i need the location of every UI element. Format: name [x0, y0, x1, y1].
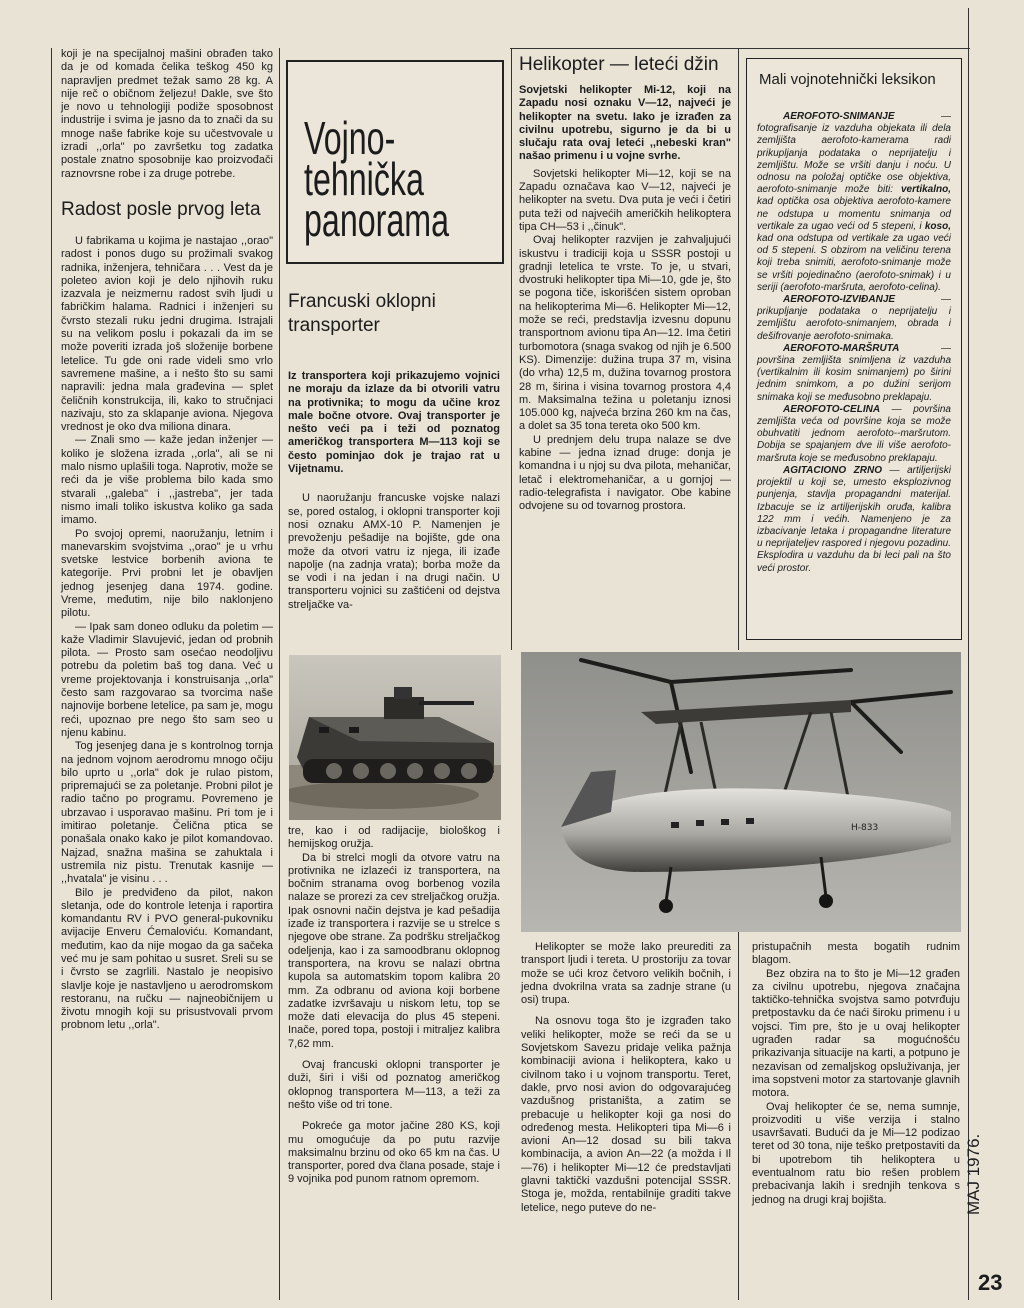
lexicon-entry: AEROFOTO-IZVIĐANJE — prikupljanje podataka o neprijatelju i zemljištu aerofoto-snimanjem, obrada i dešifrovanje aerofoto-snimaka.	[757, 294, 951, 342]
issue-date: MAJ 1976.	[964, 1133, 983, 1215]
paragraph: Helikopter se može lako preurediti za transport ljudi i tereta. U prostoriju za tovar može se ući kroz četvoro velikih bočnih, i jedna dvokrilna vrata sa zadnje strane (u osi) trupa.	[521, 941, 731, 1007]
lexicon-entry: AEROFOTO-CELINA — površina zemljišta veća od površine koja se može obuhvatiti jednom aerofoto--maršrutom. Dobija se spajanjem dve ili više aerofoto-maršruta koje se međusobno preklapaju.	[757, 403, 951, 464]
column-rule	[738, 930, 739, 1300]
section-heading-radost: Radost posle prvog leta	[61, 198, 261, 220]
column-rule	[279, 48, 280, 1300]
paragraph: Ovaj helikopter razvijen je zahvaljujući iskustvu i tradiciji koja u SSSR postoji u gradnji letelica te vrste. To je, u stvari, dvostruki helikopter tipa Mi—10, gde je, što se pogona tiče, iskorišćen sistem oproban na helikopterima Mi—6. Helikopter Mi—12, može se reći, predstavlja izvesnu dopunu transportnom avionu tipa An—12. Ima četiri turbomotora (snaga svakog od njih je 6.500 KS). Dimenzije: dužina trupa 37 m, visina (do vrha) 12,5 m, dužina tovarnog prostora 28 m, širina i visina tovarnog prostora 4,4 m. Maksimalna težina u poletanju iznosi 105.000 kg, najveća brzina 260 km na čas, a dolet sa 35 tona tereta oko 500 km.	[519, 234, 731, 433]
photo-helicopter	[521, 652, 961, 932]
paragraph: Da bi strelci mogli da otvore vatru na protivnika ne izlazeći iz transportera, na bočnim stranama ovog borbenog vozila nalaze se prorezi za cev streljačkog oružja. Ipak osnovni način dejstva je kad pešadija izađe iz transportera i razvije se u strelce s njegove obe strane. Za podršku streljačkog odeljenja, kao i za samoodbranu oklopnog transportera, na krovu se nalazi obrtna kupola sa automatskim topom kalibra 20 mm. Za odbranu od aviona koji borbene zadatke izvršavaju u niskom letu, top se može dati elevacija do plus 45 stepeni. Inače, pored topa, postoji i mitraljez kalibra 7,62 mm.	[288, 851, 500, 1050]
paragraph: pristupačnih mesta bogatih rudnim blagom.	[752, 941, 960, 967]
lexicon-entries	[757, 111, 951, 575]
column-2	[288, 290, 500, 612]
column-4	[521, 941, 731, 1215]
article-lead: Sovjetski helikopter Mi-12, koji na Zapadu nosi oznaku V—12, najveći je helikopter na svetu. Iako je izrađen za civilnu upotrebu, sigurno je da bi u slučaju rata ovaj leteći ,,nebeski kran" našao primenu i u vojne svrhe.	[519, 84, 731, 163]
paragraph: U prednjem delu trupa nalaze se dve kabine — jedna iznad druge: donja je komandna i u njoj su dva pilota, mehaničar, letač i elektromehaničar, a u gornjoj — radio-telegrafista i navigator. Obe kabine odvojene su od tovarnog prostora.	[519, 433, 731, 513]
column-1	[61, 48, 273, 1033]
paragraph: Ovaj francuski oklopni transporter je duži, širi i viši od poznatog američkog oklopnog transportera M—113, a teži za nešto više od tri tone.	[288, 1059, 500, 1111]
photo-armored-transporter	[289, 655, 501, 820]
armored-transporter-image	[289, 655, 501, 820]
paragraph: U fabrikama u kojima je nastajao ,,orao" radost i ponos dugo su prožimali svakog radnika, inženjera, tehničara . . . Vest da je poleteo avion koji je delo njihovih ruku izazvala je neizmernu radost svih ljudi u fabričkim halama. Radnici i inženjeri su čvrsto stezali ruku jedni drugima. Istrajali su na velikom poslu i pokazali da im se može poveriti izrada još složenije borbene letelice. Tu gde oni rade videli smo vrlo savremene mašine, a i nešto što su sami napravili: jedna mala građevina — splet čeličnih konstrukcija, ili, kako to stručnjaci nazivaju, sto za sklapanje aviona. Njegova vrednost je oko dva miliona dinara.	[61, 234, 273, 434]
article-lead: Iz transportera koji prikazujemo vojnici ne moraju da izlaze da bi otvorili vatru na protivnika; to mogu da učine kroz male bočne otvore. Ovaj transporter je nešto veći pa i teži od poznatog američkog transportera M—113 koji se često pominjao dok je trajao rat u Vijetnamu.	[288, 370, 500, 476]
paragraph: U naoružanju francuske vojske nalazi se, pored ostalog, i oklopni transporter koji nosi oznaku AMX-10 P. Namenjen je prevoženju pešadije na bojište, gde ona može da otvori vatru iz njega, ili izađe napolje (na zadnja vrata); borba može da se vodi i na jedan i na drugi način. U transporteru vojnici su zaštićeni od dejstva streljačke va-	[288, 492, 500, 611]
column-rule	[738, 48, 739, 650]
paragraph: Sovjetski helikopter Mi—12, koji se na Zapadu označava kao V—12, najveći je helikopter na svetu. Dva puta je veći i četiri puta teži od najvećih američkih helikoptera tipa CH—53 i ,,činuk".	[519, 167, 731, 233]
paragraph: tre, kao i od radijacije, biološkog i hemijskog oružja.	[288, 825, 500, 851]
column-rule	[511, 48, 512, 650]
paragraph: Pokreće ga motor jačine 280 KS, koji mu omogućuje da po putu razvije maksimalnu brzinu od oko 65 km na čas. U transporter, pored dva člana posade, staje i 9 vojnika pod punom ratnom opremom.	[288, 1120, 500, 1186]
paragraph: Ovaj helikopter će se, nema sumnje, proizvoditi u više verzija i stalno usavršavati. Budući da je Mi—12 podizao teret od 30 tona, nije teško pretpostaviti da bi upotrebom tih helikoptera u eventualnom ratu bio rešen problem prebacivanja lakih i srednjih tenkova s jednog na drugi kraj bojišta.	[752, 1100, 960, 1206]
paragraph: Po svojoj opremi, naoružanju, letnim i manevarskim svojstvima ,,orao" je u vrhu svetske lestvice borbenih aviona te kategorije. Prvi probni let je obavljen jednog jesenjeg dana 1974. godine. Vreme, međutim, nije bilo naklonjeno pilotu.	[61, 527, 273, 620]
lexicon-entry: AEROFOTO-MARŠRUTA — površina zemljišta snimljena iz vazduha (vertikalnim ili kosim snimanjem) po širini jednim snimkom, a po dužini serijom snimaka koji se međusobno preklapaju.	[757, 342, 951, 403]
column-5	[752, 941, 960, 1207]
column-2-cont	[288, 825, 500, 1187]
page-number: 23	[978, 1270, 1003, 1295]
lexicon-entry: AGITACIONO ZRNO — artiljerijski projektil u koji se, umesto eksplozivnog punjenja, stavlja propagandni materijal. Izbacuje se iz artiljerijskih oruđa, kalibra 122 mm i većih. Namenjeno je za izbacivanje letaka i propagandne literature u neprijateljev raspored i njegovu pozadinu. Eksplodira u vazduhu da bi leci pali na što veći prostor.	[757, 464, 951, 574]
paragraph: — Znali smo — kaže jedan inženjer — koliko je složena izrada ,,orla", ali se ni malo nismo uplašili toga. Naprotiv, može se reći da je više problema bilo kada smo stvarali ,,galeba" i ,,jastreba", jer tada nismo imali toliko iskustva koliko ga sada imamo.	[61, 434, 273, 527]
paragraph: Bilo je predviđeno da pilot, nakon sletanja, ode do kontrole letenja i raportira komandantu RV i PVO general-pukovniku avijacije Enveru Ćemaloviću. Komandant, međutim, kao da nije mogao da ga sačeka već mu je sam pohitao u susret. Sreli su se i čvrsto se zagrlili. Nastalo je neopisivo slavlje koje je nastavljeno u aerodromskom restoranu, na ručku — najneobičnijem u životu mnogih koji su prisustvovali prvom probnom letu ,,orla".	[61, 886, 273, 1032]
article-orao-intro: koji je na specijalnoj mašini obrađen tako da je od komada čelika teškog 450 kg napravljen predmet težak samo 28 kg. A nije reč o običnom željezu! Dakle, sve što je novo u tehnologiji podiže sposobnost industrije i svima je jasno da to znači da su mnoge naše fabrike koje su učestvovale u izradi ,,orla" po završetku tog zadatka postale znatno sposobnije kao proizvođači raznovrsne robe i za druge potrebe.	[61, 48, 273, 180]
helicopter-registration: H-833	[851, 823, 879, 833]
paragraph: Tog jesenjeg dana je s kontrolnog tornja na jednom vojnom aerodromu mnogo očiju bilo uprto u ,,orla" dok je rulao pistom, pripremajući se za poletanje. Probni pilot je radio tačno po programu. Povremeno je ubrzavao i usporavao mašinu. Pri tom je i imitirao poletanje. Čelična ptica se ponašala onako kako je pilot komandovao. Najzad, snažna mašina se zahuktala i ustremila niz pistu. Trenutak kasnije — ,,hvatala" je visinu . . .	[61, 740, 273, 886]
section-title-box	[286, 60, 504, 264]
lexicon-heading: Mali vojnotehnički leksikon	[759, 71, 936, 88]
section-title: Vojno- tehnička panorama	[304, 112, 449, 246]
article-heading-helikopter: Helikopter — leteći džin	[519, 54, 719, 75]
header-rule	[510, 48, 970, 49]
helicopter-image	[521, 652, 961, 932]
column-rule	[968, 8, 969, 1300]
paragraph: Bez obzira na to što je Mi—12 građen za civilnu upotrebu, njegova značajna taktičko-tehnička svojstva samo potvrđuju pretpostavku da će naći široku primenu i u vojsci. Tim pre, što je u ovaj helikopter ugrađen radar sa mogućnošću prikazivanja situacije na karti, a potpuno je nezavisan od zemaljskog opsluživanja, jer ima sopstveni motor za startovanje glavnih motora.	[752, 967, 960, 1100]
column-rule	[51, 48, 52, 1300]
paragraph: Na osnovu toga što je izgrađen tako veliki helikopter, može se reći da se u Sovjetskom Savezu pridaje velika pažnja kombinaciji aviona i helikoptera, kako u civilnom tako i u vojnom transportu. Teret, dakle, prvo nosi avion do odgovarajućeg vazdušnog pristaništa, a zatim se prebacuje u helikopter koji ga nosi do određenog mesta. Helikopteri tipa Mi—6 i avioni An—12 dosad su bili takva kombinacija, a avion An—22 (a možda i Il—76) i helikopter Mi—12 će predstavljati glavni taktički vazdušni potencijal SSSR. Stoga je, možda, rentabilnije graditi takve letelice, nego puteve do ne-	[521, 1015, 731, 1214]
lexicon-box	[746, 58, 962, 640]
article-heading-francuski: Francuski oklopni transporter	[288, 291, 436, 336]
column-3	[519, 54, 731, 514]
paragraph: — Ipak sam doneo odluku da poletim — kaže Vladimir Slavujević, jedan od probnih pilota. — Prosto sam osećao neodoljivu potrebu da poletim baš tog dana. Već u vreme projektovanja i konstruisanja ,,orla" često sam razgovarao sa tvorcima naše najnovije borbene letelice, pa sam je, mogu reći, upoznao pre nego što sam seo u njenu kabinu.	[61, 620, 273, 739]
lexicon-entry: AEROFOTO-SNIMANJE — fotografisanje iz vazduha objekata ili dela zemljišta aerofoto-kamerama radi prikupljanja podataka o neprijatelju i zemljištu. Može se vršiti danju i noću. U odnosu na položaj optičke ose objektiva, aerofoto-snimanje može biti: vertikalno, kad optička osa objektiva aerofoto-kamere ne odstupa u momentu snimanja od vertikale za ugao veći od 5 stepeni, i koso, kad ona odstupa od vertikale za ugao veći od 5 stepeni. S obzirom na veličinu terena koji treba snimiti, aerofoto-snimanje može se vršiti pojedinačno (aerofoto-snimak) i u seriji (aerofoto-maršruta, aerofoto-celina).	[757, 111, 951, 293]
